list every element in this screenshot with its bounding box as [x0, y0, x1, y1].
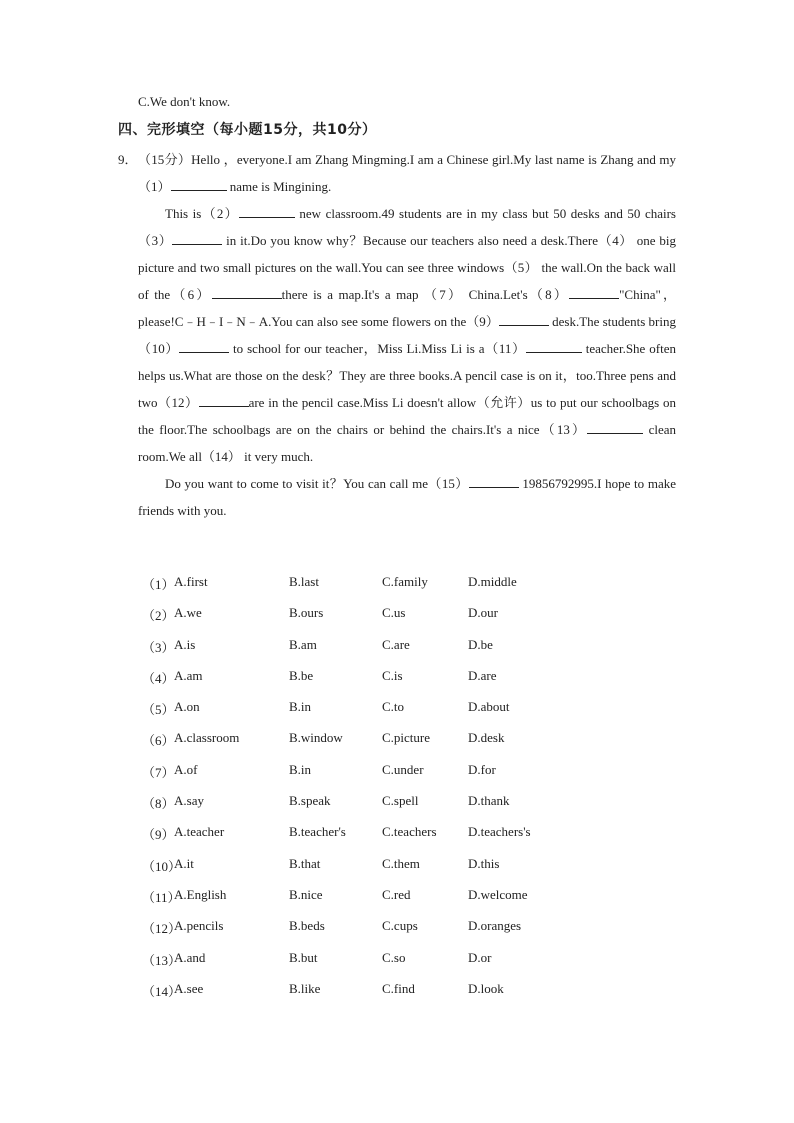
answer-blank — [171, 176, 227, 191]
section-title: 四、完形填空（每小题15分，共10分） — [118, 122, 377, 138]
answer-blank — [212, 284, 282, 299]
option-c: C.find — [382, 980, 415, 996]
passage-text: clean room.We all（14） it very much. — [138, 422, 677, 464]
option-c: C.teachers — [382, 824, 437, 840]
option-c: C.to — [382, 699, 405, 715]
option-d: D.middle — [468, 574, 517, 589]
option-number: （10） — [142, 858, 182, 874]
option-b: B.nice — [289, 886, 323, 902]
option-a: A.of — [174, 761, 198, 777]
passage-text: teacher.She often helps us.What are those on the desk？They are three books.A pencil case is on it，too.Three pens and two（12） — [138, 341, 676, 410]
answer-blank — [469, 473, 519, 488]
option-b: B.last — [289, 574, 319, 589]
passage-paragraph-2 — [138, 200, 676, 470]
answer-blank — [587, 419, 643, 434]
passage-text: 19856792995.I hope to make friends with you. — [138, 476, 676, 518]
option-b: B.am — [289, 636, 317, 652]
option-d: D.about — [468, 699, 510, 715]
option-number: （9） — [142, 827, 175, 843]
answer-blank — [569, 284, 619, 299]
option-number: （1） — [142, 577, 175, 592]
passage-text: desk.The students bring（10） — [138, 314, 676, 356]
option-b: B.ours — [289, 605, 324, 621]
option-a: A.is — [174, 636, 196, 652]
paragraph-text — [138, 476, 676, 518]
answer-blank — [179, 338, 229, 353]
option-c: C.is — [382, 667, 403, 683]
option-c: C.spell — [382, 793, 419, 809]
option-d: D.oranges — [468, 918, 522, 934]
option-number: （11） — [142, 889, 181, 905]
option-a: A.first — [174, 574, 208, 589]
option-d: D.this — [468, 855, 500, 871]
option-a: A.English — [174, 886, 227, 902]
passage-text: "China"，please!C﹣H﹣I﹣N﹣A.You can also see some flowers on the（9） — [138, 287, 677, 329]
passage-text: there is a map.It's a map （7） China.Let's（8） — [281, 287, 570, 302]
paragraph-text — [138, 152, 676, 194]
passage-text: new classroom.49 students are in my class but 50 desks and 50 chairs（3） — [138, 206, 676, 248]
option-number: （7） — [142, 764, 175, 780]
question-number: 9． — [118, 152, 138, 167]
option-c: C.family — [382, 574, 428, 589]
option-a: A.am — [174, 667, 203, 683]
option-number: （12） — [142, 921, 182, 937]
answer-blank — [499, 311, 549, 326]
option-b: B.speak — [289, 793, 331, 809]
option-b: B.be — [289, 667, 314, 683]
option-c: C.red — [382, 886, 411, 902]
option-number: （8） — [142, 796, 175, 812]
option-c: C.so — [382, 949, 406, 965]
option-d: D.look — [468, 980, 504, 996]
previous-question-option: C.We don't know. — [138, 94, 231, 109]
passage-text: This is（2） — [165, 206, 239, 221]
answer-blank — [172, 230, 222, 245]
passage-paragraph-1 — [138, 146, 676, 200]
option-d: D.be — [468, 636, 493, 652]
option-a: A.teacher — [174, 824, 225, 840]
option-d: D.or — [468, 949, 492, 965]
option-a: A.see — [174, 980, 204, 996]
option-a: A.and — [174, 949, 206, 965]
option-c: C.are — [382, 636, 410, 652]
question-points: （15分） — [138, 152, 192, 167]
option-d: D.thank — [468, 793, 510, 809]
option-c: C.us — [382, 605, 406, 621]
passage-text: to school for our teacher，Miss Li.Miss Li is a（11） — [229, 341, 526, 356]
passage-text: in it.Do you know why？Because our teachers also need a desk.There（4） one big picture and two small pictures on the wall.You can see three windows（5） the wall.On the back wall of the（6） — [138, 233, 676, 302]
option-number: （5） — [142, 702, 175, 718]
option-b: B.in — [289, 699, 312, 715]
option-b: B.in — [289, 761, 312, 777]
option-b: B.like — [289, 980, 321, 996]
option-a: A.say — [174, 793, 204, 809]
option-a: A.on — [174, 699, 200, 715]
option-d: D.are — [468, 667, 497, 683]
option-b: B.window — [289, 730, 343, 746]
paragraph-text — [138, 206, 676, 464]
passage-text: Do you want to come to visit it？You can call me（15） — [165, 476, 469, 491]
option-b: B.but — [289, 949, 318, 965]
option-number: （4） — [142, 670, 175, 686]
option-d: D.our — [468, 605, 498, 621]
option-b: B.beds — [289, 918, 325, 934]
option-number: （2） — [142, 608, 175, 624]
option-a: A.pencils — [174, 918, 224, 934]
answer-blank — [526, 338, 582, 353]
option-a: A.classroom — [174, 730, 240, 746]
option-c: C.under — [382, 761, 424, 777]
option-d: D.desk — [468, 730, 505, 746]
option-d: D.welcome — [468, 886, 528, 902]
option-b: B.that — [289, 855, 321, 871]
option-a: A.we — [174, 605, 202, 621]
option-b: B.teacher's — [289, 824, 346, 840]
passage-text: are in the pencil case.Miss Li doesn't allow（允许）us to put our schoolbags on the floor.The schoolbags are on the chairs or behind the chairs.It's a nice（13） — [138, 395, 676, 437]
option-d: D.teachers's — [468, 824, 531, 840]
answer-blank — [239, 203, 295, 218]
option-c: C.picture — [382, 730, 431, 746]
passage-text: Hello ，everyone.I am Zhang Mingming.I am a Chinese girl.My last name is Zhang and my（1） — [138, 152, 676, 194]
passage-text: name is Mingining. — [226, 179, 332, 194]
option-c: C.cups — [382, 918, 418, 934]
option-number: （13） — [142, 952, 182, 968]
option-c: C.them — [382, 855, 420, 871]
option-number: （6） — [142, 733, 175, 749]
option-d: D.for — [468, 761, 496, 777]
cloze-passage — [118, 146, 677, 524]
option-number: （14） — [142, 983, 182, 999]
answer-blank — [199, 392, 249, 407]
passage-paragraph-3 — [138, 470, 676, 524]
option-a: A.it — [174, 855, 194, 871]
option-number: （3） — [142, 639, 175, 655]
